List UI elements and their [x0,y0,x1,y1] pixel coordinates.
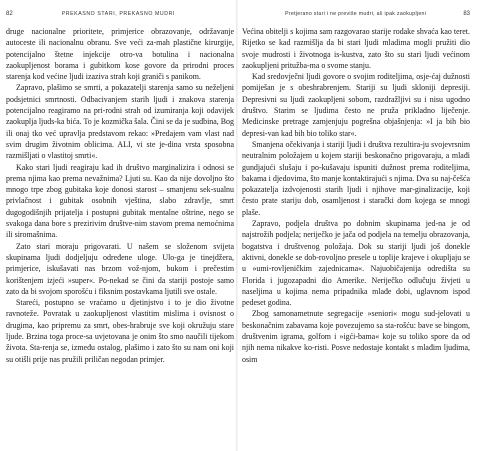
left-page [6,0,234,451]
running-title: Pretjerano stari i ne previše mudri, ali ipak zaokupljeni [285,11,427,17]
right-page [242,0,470,451]
paragraph: Zapravo, podjela društva po dobnim skupinama jed-na je od najstrožih podjela; neriječko je jača od podjela na temelju obrazovanja, bogatstva i društvenog položaja. Dok su stariji ljudi još donekle aktivni, donekle se dob-rovoljno presele u toplije krajeve i okupljaju se u »umi-rovljeničkim zajednicama«. Najuobičajenija odredišta su Florida i jugozapadni dio Amerike. Neriječko odlučuju živjeti u naseljima u kojima nema pripadnika mlađe dobi, uglavnom ispod pedeset godina. [242,219,470,308]
paragraph: Stareći, postupno se vraćamo u djetinjstvo i to je dio životne ravnoteže. Povratak u zaokupljenost vlastitim mislima i ovisnost o drugima, kao pripremu za smrt, obes-hrabruje sve koji okružuju stare ljude. Brzina toga proce-sa uvjetovana je onim što smo naučili tijekom života. Sta-renja se, između ostalog, plašimo i zato što su nam oni koji su otišli prije nas pružili priličan negodan primjer. [6,298,234,364]
left-running-head [6,8,234,20]
paragraph: druge nacionalne prioritete, primjerice obrazovanje, održavanje autoceste ili nacionalnu obranu. Sve veći za-mah plastične kirurgije, potencijalno štetne injekcije otro-va botulina i nacionalna zaokupljenost borama i gubitkom kose govore da prirodni proces starenja kod većine ljudi izaziva strah koji graniči s panikom. [6,27,234,82]
left-body-text [6,26,234,365]
paragraph: Zbog samonametnute segregacije »seniori« mogu sud-jelovati u beskonačnim zabavama koje povezujemo sa sta-rošću: bavе se bingom, društvenim igrama, golfom i »igći-bama« koje su toliko spore da od njih nema nikakve ko-risti. Posve nedostaje kontakt s mlađim ljudima, osim [242,309,470,364]
paragraph: Zato stari moraju prigovarati. U našem se složenom svijeta skupinama ljudi dodjeljuju određene uloge. Ulo-ga je tinejdžera, primjerice, iskušavati nas brzom vož-njom, bukom i prečestim korištenjem izjeći »super«. Po-nekad se čini da stariji postoje samo zato da bi svojom sporošću i fiksnim postavkama ljutili sve ostale. [6,241,234,296]
right-running-head [242,8,470,20]
page-number: 82 [6,11,13,17]
paragraph: Smanjena očekivanja i stariji ljudi i društva rezultira-ju svojevrsnim neutralnim položajem u kojem stariji beskonačno prigovaraju, a mlađi gundjajući slušaju i po-kušavaju ispuniti dužnost prema roditeljima, bakama i djedovima, što manje kontaktirajući s njima. Dva su naj-češća pokazatelja izdvojenosti starih ljudi i njihove mar-ginalizacije, koji često prate stariju dob, osamljenost i starački dom kojega se mnogi plaše. [242,139,470,217]
paragraph: Kad sredovječni ljudi govore o svojim roditeljima, osje-ćaj dužnosti pomiješan je s obeshrabrenjem. Stariji su ljudi skloniji depresiji. Depresivni su ljudi zaokupljeni sobom, razdražljivi su i nisu ugodno društvo. Starim se ljudima često ne pruža prikladno liječenje. Medicinske pretrage zamjenjuju pogrešna objašnjenja: »I ja bih bio depresi-van kad bih bio toliko star«. [242,72,470,138]
paragraph: Zapravo, plašimo se smrti, a pokazatelji starenja samo su neželjeni podsjetnici smrtnosti. Odbacivanjem starih ljudi i znakova starenja potencijalno reagiramo na pri-rodni strah od izumiranja koji odavijek zaokuplja ljuds-ka bića. To je kozmička šala. Čini se da je sudbina, Bog ili onaj tko već upravlja predstavom rekao: »Predajem vam vlast nad svim drugim životnim oblicima. ALI, vi ste je-dina vrsta sposobna razmišljati o vlastitoj smrti«. [6,83,234,161]
right-body-text [242,26,470,365]
book-gutter [236,0,238,451]
running-title: PREKASNO STARI, PREKASNO MUDRI [61,11,175,17]
paragraph: Kako stari ljudi reagiraju kad ih društvo marginalizira i odnosi se prema njima kao prema nevažnima? Ljuti su. Kao da nije dovoljno što mnogo trpe zbog gubitaka koje donosi starost – smanjenu sek-sualnu privlačnost i gubitak osobnih vještina, slabo zdravlje, smrt dugogodišnjih prijatelja i postupni gubitak mentalne oštrine, nego se svakoga dana bore s prezirivim društve-nim stavom prema nemoćnima ili siromašnima. [6,162,234,240]
page-number: 83 [463,11,470,17]
paragraph: Većina obitelji s kojima sam razgovarao starije rodake shvaća kao teret. Rijetko se kad razmišlja da bi stari ljudi mladima mogli pružiti dio svoje mudrosti i životnoga is-kustva, zato što su stari ljudi većinom zaokupljeni pritužba-ma o svome stanju. [242,27,470,70]
